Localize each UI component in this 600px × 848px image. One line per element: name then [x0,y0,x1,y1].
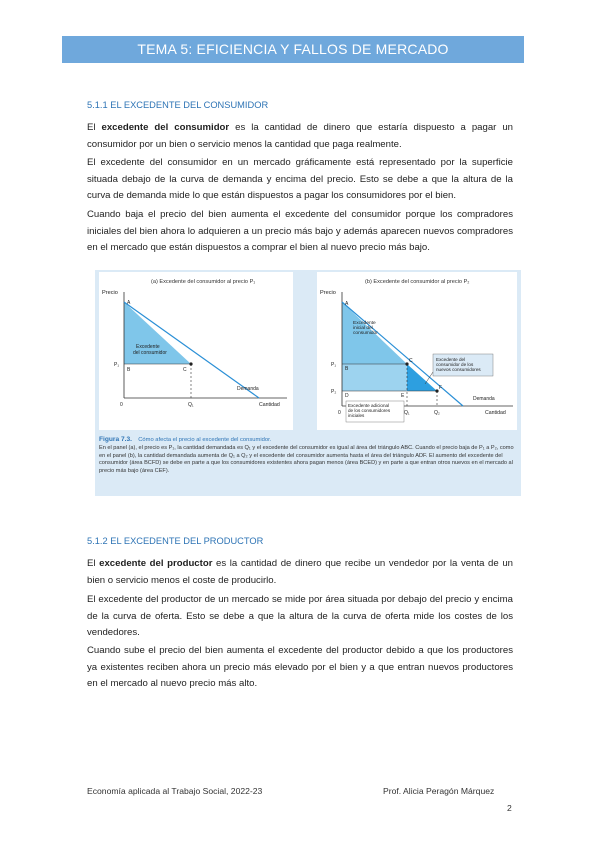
panel-b-title: (b) Excedente del consumidor al precio P₂ [365,279,470,285]
new-label-2: consumidor de los [436,362,474,367]
section-heading-producer: 5.1.2 EL EXCEDENTE DEL PRODUCTOR [87,536,264,546]
term-consumer-surplus: excedente del consumidor [101,122,230,133]
label-origin: 0 [120,402,123,408]
curve-label: Demanda [473,396,495,402]
label-c: C [183,367,187,373]
panel-b-graph [317,272,517,430]
paragraph-consumer-price: Cuando baja el precio del bien aumenta el excedente del consumidor porque los compradores iniciales del bien ahora lo adquieren a un precio más bajo y además aparecen nuevos compradores en el mercado que están dispuestos a comprar el bien al nuevo precio más bajo. [87,209,513,253]
panel-a-graph [99,272,293,430]
point-c [189,362,192,365]
panel-b-ylabel: Precio [320,290,336,296]
label-b: B [127,367,131,373]
label-q2: Q₂ [434,410,440,416]
label-p2: P₂ [331,389,337,395]
label-c: C [409,358,413,364]
initial-label-2: inicial del [353,326,373,331]
figure-consumer-surplus [95,270,521,496]
label-f: F [439,385,443,391]
add-label-1: Excedente adicional [348,403,390,408]
curve-label: Demanda [237,386,259,392]
page-header-banner [62,36,524,63]
add-label-2: de los consumidores [348,408,391,413]
label-b: B [345,366,349,372]
paragraph-definition-consumer [87,120,513,153]
paragraph-producer-price: Cuando sube el precio del bien aumenta el excedente del productor debido a que los productores ya existentes reciben ahora un precio más elevado por el bien y a que entran nuevos productores en el mercado al nuevo precio más alto. [87,645,513,689]
text: es la cantidad de dinero que estaría dispuesto a pagar un consumidor por un bien o servicio menos la cantidad que paga realmente. [87,122,513,150]
label-e: E [401,393,405,399]
new-consumers-area [407,364,437,391]
paragraph-definition-producer [87,556,513,589]
area-label-1: Excedente [136,344,160,350]
label-a: A [127,300,131,306]
figure-title: Cómo afecta el precio al excedente del consumidor. [138,437,272,443]
add-label-3: iniciales [348,413,365,418]
footer-author: Prof. Alicia Peragón Márquez [383,786,495,796]
paragraph-consumer-graph: El excedente del consumidor en un mercado gráficamente está representado por la superficie situada debajo de la curva de demanda y encima del precio. Esto se debe a que la altura de la curva de demanda mide lo que están dispuestos a pagar los consumidores por el bien. [87,157,513,201]
figure-caption [99,436,517,476]
page-number: 2 [507,803,512,813]
text: El [87,122,102,133]
header-title: TEMA 5: EFICIENCIA Y FALLOS DE MERCADO [137,41,449,57]
panel-b [317,272,517,430]
label-p1: P₁ [331,362,337,368]
panel-a-ylabel: Precio [102,290,118,296]
panel-a-title: (a) Excedente del consumidor al precio P₁ [151,279,256,285]
initial-label-3: consumidor [353,331,378,336]
new-label-3: nuevos consumidores [436,367,481,372]
x-axis-label: Cantidad [259,402,280,408]
section-heading-consumer: 5.1.1 EL EXCEDENTE DEL CONSUMIDOR [87,100,269,110]
figure-caption-text: En el panel (a), el precio es P₁, la cantidad demandada es Q₁ y el excedente del consumidor es igual al área del triángulo ABC. Cuando el precio baja de P₁ a P₂, como en el panel (b), la cantidad demandada aumenta de Q₁ a Q₂ y el excedente del consumidor aumenta hasta el área del triángulo ADF. El aumento del excedente del consumidor (área BCFD) se debe en parte a que los consumidores existentes ahora pagan menos (área BCED) y en parte a que entran otros nuevos en el mercado al precio más bajo (área CEF). [99,444,514,475]
x-axis-label: Cantidad [485,410,506,416]
text: El [87,558,100,569]
new-label-1: Excedente del [436,357,466,362]
label-a: A [345,301,349,307]
initial-label-1: Excedente [353,321,376,326]
additional-surplus-area [342,364,407,391]
paragraph-producer-measure: El excedente del productor de un mercado se mide por área situada por debajo del precio y encima de la curva de oferta. Esto se debe a que la altura de la curva de oferta mide los costes de los vendedores. [87,594,513,638]
figure-label: Figura 7.3. [99,436,132,443]
text: es la cantidad de dinero que recibe un vendedor por la venta de un bien o servicio menos el coste de producirlo. [87,558,513,586]
term-producer-surplus: excedente del productor [99,558,213,569]
label-q1: Q₁ [404,410,410,416]
label-origin: 0 [338,410,341,416]
label-p1: P₁ [114,362,120,368]
area-label-2: del consumidor [133,350,167,356]
label-d: D [345,393,349,399]
footer-course: Economía aplicada al Trabajo Social, 2022-23 [87,786,263,796]
panel-a [99,272,293,430]
label-q1: Q₁ [188,402,194,408]
